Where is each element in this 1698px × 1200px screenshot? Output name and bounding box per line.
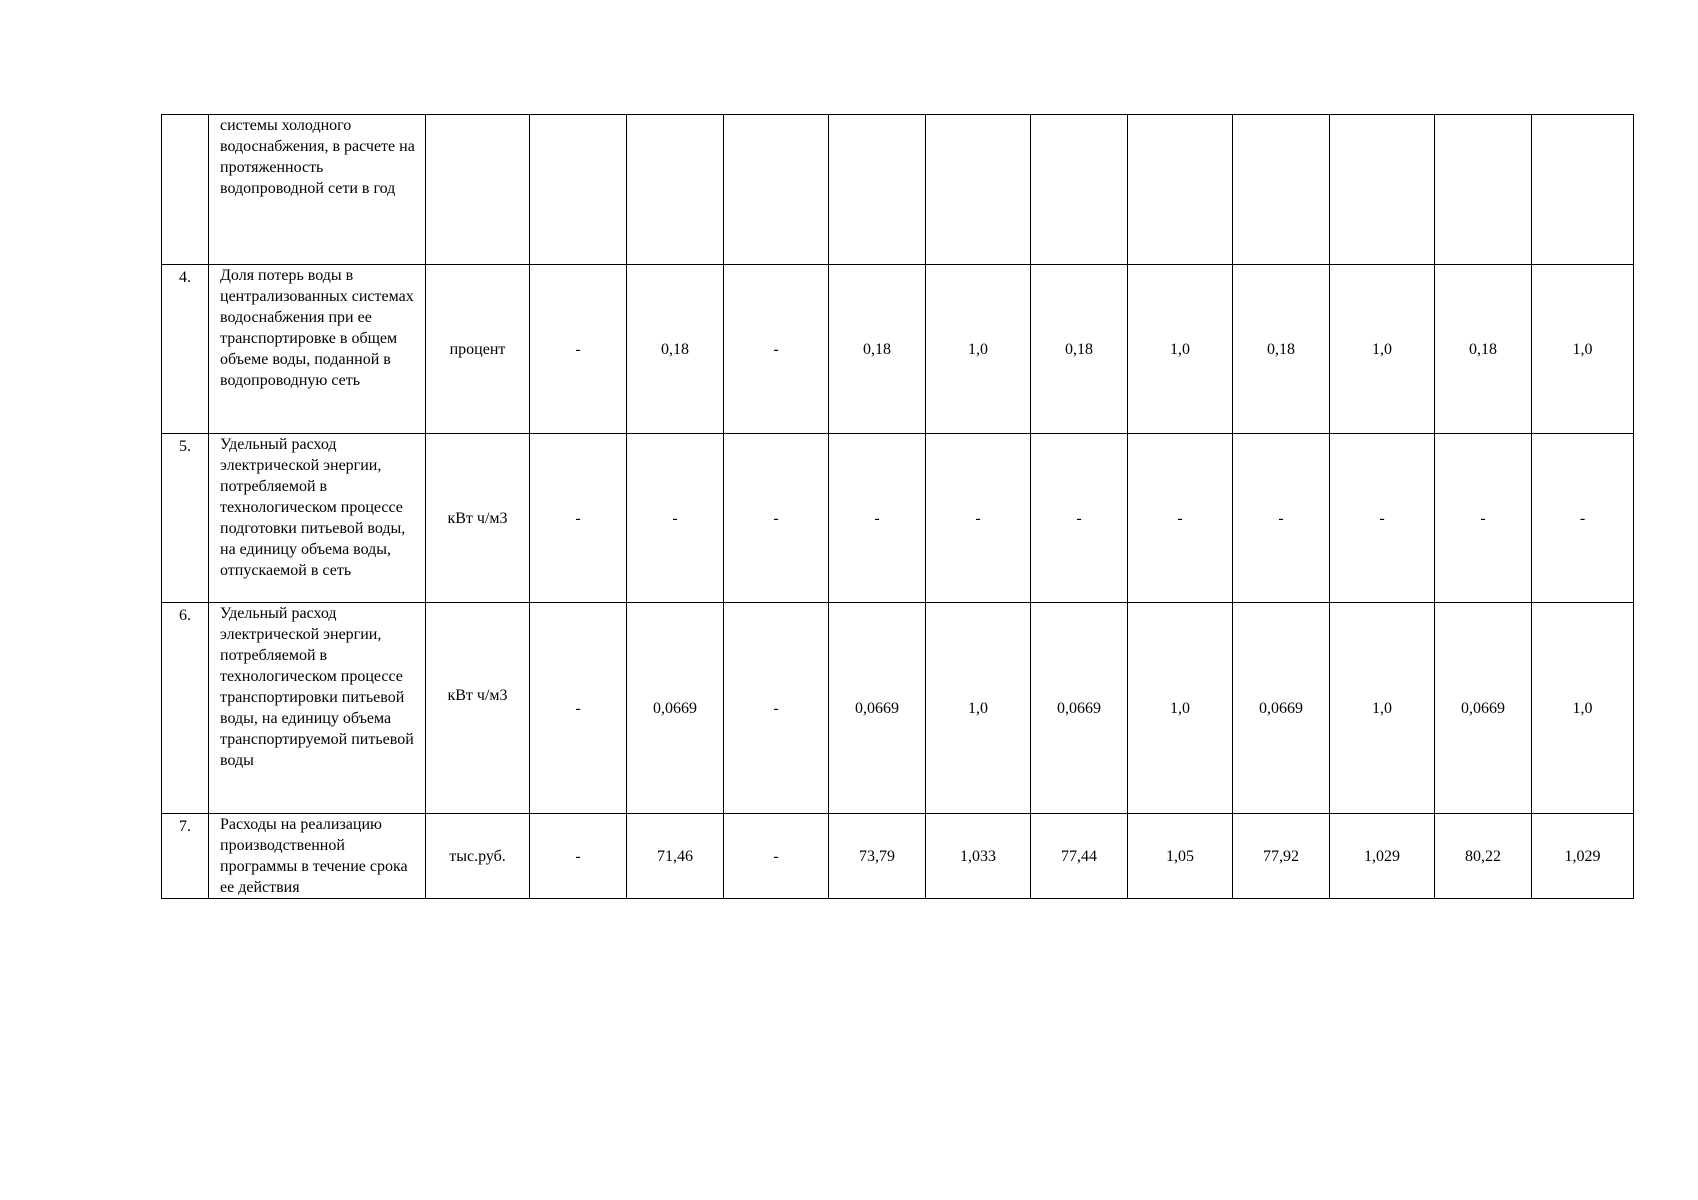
unit-cell: кВт ч/м3 [426, 434, 530, 603]
value-cell [1128, 115, 1233, 265]
value-cell: - [724, 265, 829, 434]
value-cell: 0,18 [627, 265, 724, 434]
value-cell [1532, 115, 1634, 265]
value-cell: - [724, 603, 829, 814]
value-cell: - [1031, 434, 1128, 603]
value-cell [724, 115, 829, 265]
value-cell: - [1532, 434, 1634, 603]
value-cell [530, 115, 627, 265]
value-cell: 77,92 [1233, 814, 1330, 899]
unit-cell [426, 115, 530, 265]
row-number: 6. [162, 603, 209, 814]
value-cell [1031, 115, 1128, 265]
value-cell: 0,0669 [1031, 603, 1128, 814]
value-cell: 1,0 [1128, 265, 1233, 434]
value-cell: 1,0 [1330, 603, 1435, 814]
value-cell: - [1233, 434, 1330, 603]
value-cell: 1,033 [926, 814, 1031, 899]
value-cell: 73,79 [829, 814, 926, 899]
indicator-name: Удельный расход электрической энергии, потребляемой в технологическом процессе транспортировки питьевой воды, на единицу объема транспортируемой питьевой воды [209, 603, 426, 814]
value-cell: 1,0 [1532, 603, 1634, 814]
value-cell: 1,0 [926, 603, 1031, 814]
value-cell: 1,05 [1128, 814, 1233, 899]
row-number: 4. [162, 265, 209, 434]
value-cell: 71,46 [627, 814, 724, 899]
value-cell: - [1128, 434, 1233, 603]
unit-cell: тыс.руб. [426, 814, 530, 899]
value-cell: - [530, 814, 627, 899]
indicator-name: Удельный расход электрической энергии, потребляемой в технологическом процессе подготовки питьевой воды, на единицу объема воды, отпускаемой в сеть [209, 434, 426, 603]
table-row [162, 115, 1634, 265]
value-cell: - [724, 814, 829, 899]
value-cell: 0,18 [1435, 265, 1532, 434]
value-cell: 80,22 [1435, 814, 1532, 899]
indicator-name: Доля потерь воды в централизованных системах водоснабжения при ее транспортировке в общем объеме воды, поданной в водопроводную сеть [209, 265, 426, 434]
value-cell [829, 115, 926, 265]
table-row [162, 603, 1634, 814]
unit-cell: кВт ч/м3 [426, 603, 530, 814]
value-cell: 0,18 [1031, 265, 1128, 434]
value-cell [1330, 115, 1435, 265]
value-cell [1233, 115, 1330, 265]
value-cell: 1,0 [1128, 603, 1233, 814]
table-row [162, 814, 1634, 899]
indicators-table [161, 114, 1634, 899]
value-cell: 77,44 [1031, 814, 1128, 899]
value-cell [627, 115, 724, 265]
row-number [162, 115, 209, 265]
value-cell: 1,029 [1532, 814, 1634, 899]
value-cell: - [530, 265, 627, 434]
value-cell: 0,0669 [1435, 603, 1532, 814]
row-number: 5. [162, 434, 209, 603]
value-cell: 0,18 [829, 265, 926, 434]
value-cell: 1,0 [926, 265, 1031, 434]
value-cell: - [627, 434, 724, 603]
row-number: 7. [162, 814, 209, 899]
indicator-name: Расходы на реализацию производственной программы в течение срока ее действия [209, 814, 426, 899]
value-cell: 1,0 [1532, 265, 1634, 434]
value-cell: - [926, 434, 1031, 603]
table-row [162, 434, 1634, 603]
value-cell: 0,0669 [829, 603, 926, 814]
value-cell: - [829, 434, 926, 603]
value-cell: 1,029 [1330, 814, 1435, 899]
value-cell: 0,0669 [627, 603, 724, 814]
value-cell: 1,0 [1330, 265, 1435, 434]
unit-cell: процент [426, 265, 530, 434]
value-cell: - [724, 434, 829, 603]
value-cell: 0,18 [1233, 265, 1330, 434]
value-cell: - [1330, 434, 1435, 603]
value-cell: - [1435, 434, 1532, 603]
value-cell: - [530, 603, 627, 814]
value-cell [926, 115, 1031, 265]
value-cell [1435, 115, 1532, 265]
value-cell: 0,0669 [1233, 603, 1330, 814]
table-row [162, 265, 1634, 434]
value-cell: - [530, 434, 627, 603]
indicator-name: системы холодного водоснабжения, в расчете на протяженность водопроводной сети в год [209, 115, 426, 265]
